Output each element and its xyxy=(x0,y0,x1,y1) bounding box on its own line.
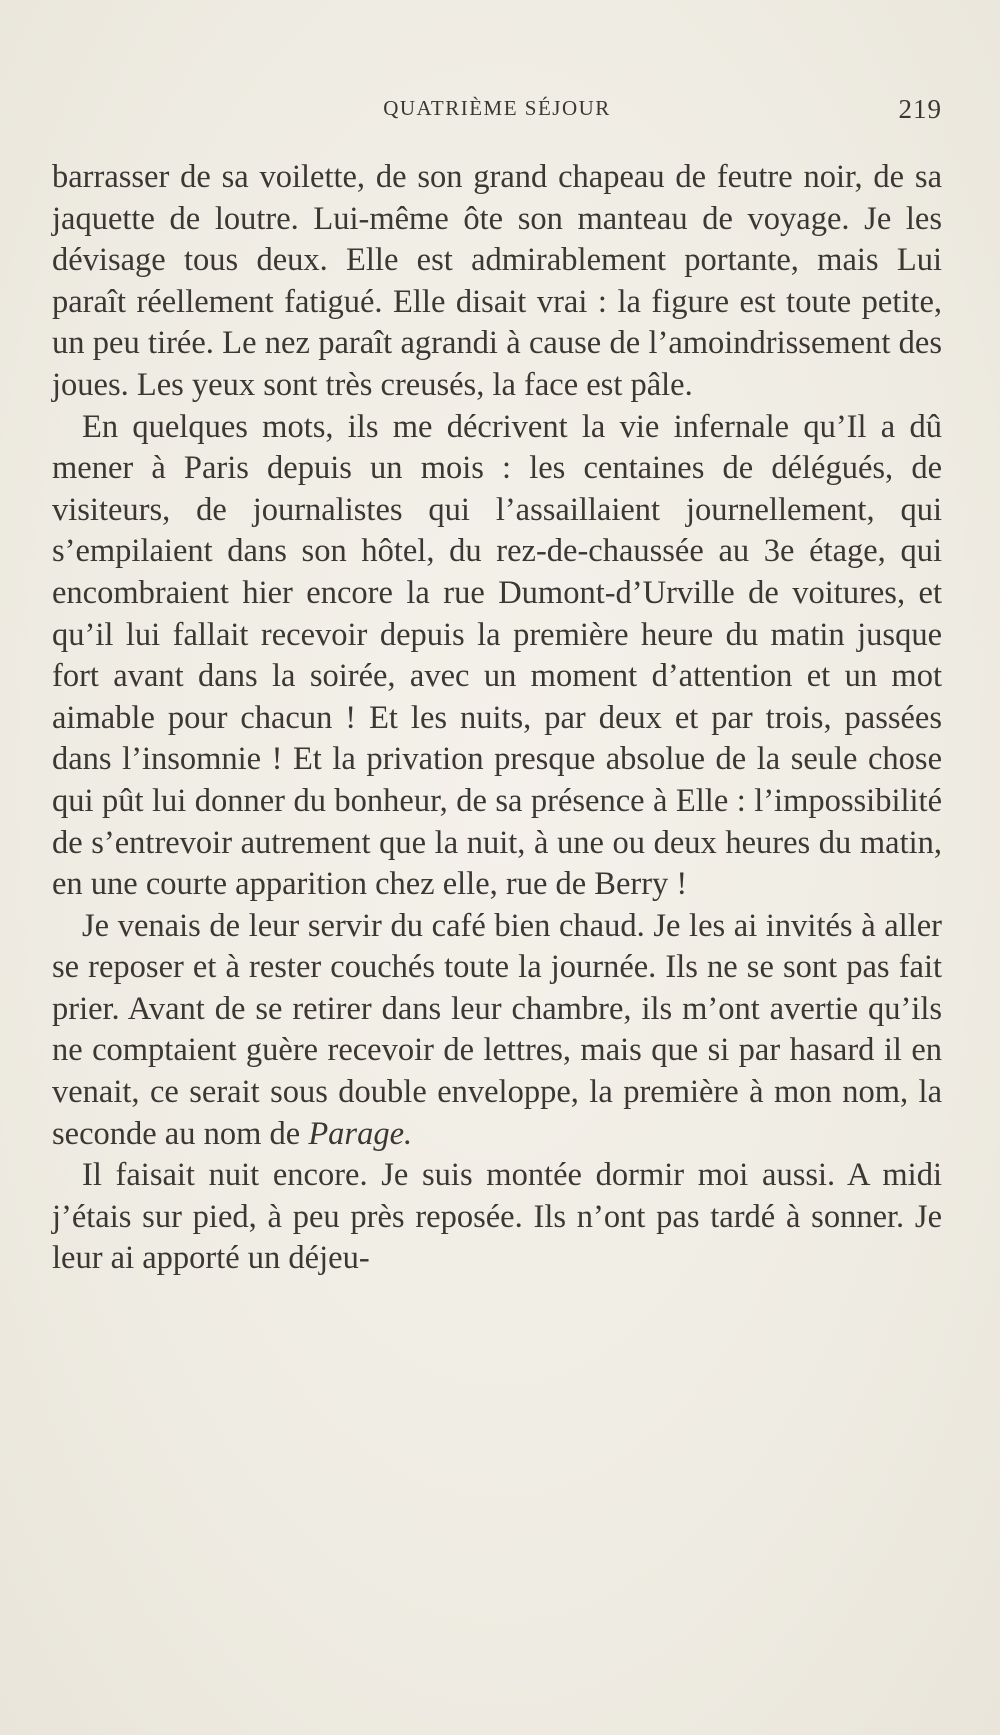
paragraph-4-text: Il faisait nuit encore. Je suis montée dormir moi aussi. A midi j’étais sur pied, à peu près reposée. Ils n’ont pas tardé à sonner. Je leur ai apporté un déjeu- xyxy=(52,1157,942,1277)
paragraph-1 xyxy=(52,157,942,407)
paragraph-2 xyxy=(52,407,942,906)
paragraph-3 xyxy=(52,906,942,1156)
paragraph-3-text: Je venais de leur servir du café bien chaud. Je les ai invités à aller se reposer et à rester couchés toute la journée. Ils ne se sont pas fait prier. Avant de se retirer dans leur chambre, ils m’ont avertie qu’ils ne comptaient guère recevoir de lettres, mais que si par hasard il en venait, ce serait sous double enveloppe, la première à mon nom, la seconde au nom de xyxy=(52,907,942,1152)
paragraph-2-text: En quelques mots, ils me décrivent la vie infernale qu’Il a dû mener à Paris depuis un mois : les centaines de délégués, de visiteurs, de journalistes qui l’assaillaient journellement, qui s’empilaient dans son hôtel, du rez-de-chaussée au 3e étage, qui encombraient hier encore la rue Dumont-d’Urville de voitures, et qu’il lui fallait recevoir depuis la première heure du matin jusque fort avant dans la soirée, avec un moment d’attention et un mot aimable pour chacun ! Et les nuits, par deux et par trois, passées dans l’insomnie ! Et la privation presque absolue de la seule chose qui pût lui donner du bonheur, de sa présence à Elle : l’impossibilité de s’entrevoir autrement que la nuit, à une ou deux heures du matin, en une courte apparition chez elle, rue de Berry ! xyxy=(52,408,942,903)
page-number: 219 xyxy=(898,94,942,124)
paragraph-1-text: barrasser de sa voilette, de son grand chapeau de feutre noir, de sa jaquette de loutre. Lui-même ôte son manteau de voyage. Je les dévisage tous deux. Elle est admirablement portante, mais Lui paraît réellement fatigué. Elle disait vrai : la figure est toute petite, un peu tirée. Le nez paraît agrandi à cause de l’amoindrissement des joues. Les yeux sont très creusés, la face est pâle. xyxy=(52,159,942,403)
running-head xyxy=(52,96,942,126)
paragraph-3-italic-name: Parage. xyxy=(308,1115,413,1152)
body-text xyxy=(52,157,942,1280)
paragraph-4 xyxy=(52,1155,942,1280)
running-title: QUATRIÈME SÉJOUR xyxy=(383,96,611,120)
